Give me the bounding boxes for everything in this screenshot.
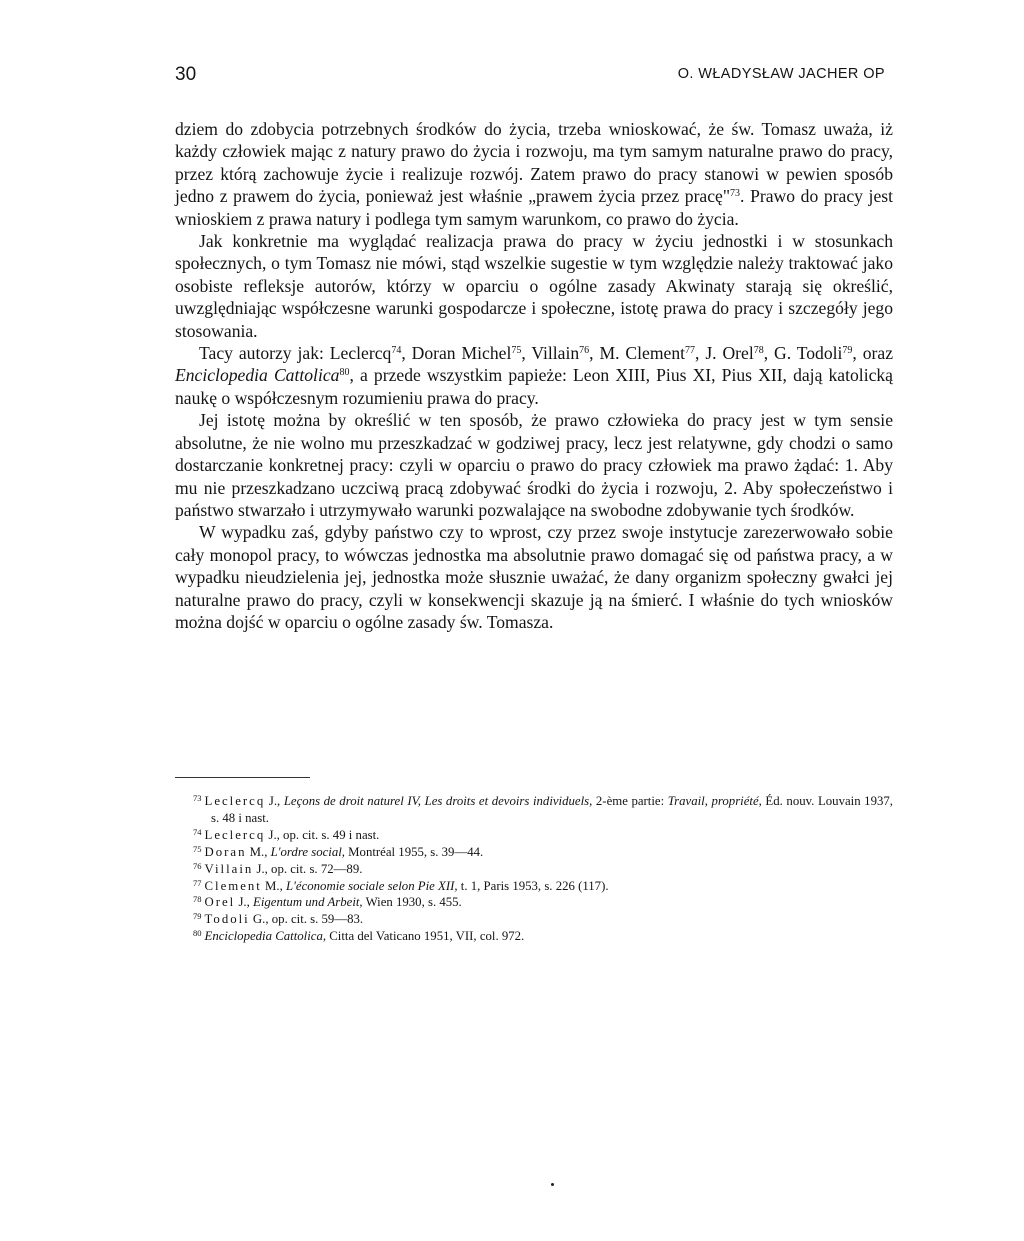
paragraph-1: dziem do zdobycia potrzebnych środków do życia, trzeba wnioskować, że św. Tomasz uważa, iż każdy człowiek mając z natury prawo do życia i rozwoju, ma tym samym naturalne prawo do pracy, przez którą zachowuje życie i realizuje rozwój. Zatem prawo do pracy stanowi w pewien sposób jedno z prawem do życia, ponieważ jest właśnie „prawem życia przez pracę"$^{73}$. Prawo do pracy jest wnioskiem z prawa natury i podlega tym samym warunkom, co prawo do życia. [175,119,893,229]
footnote-ref-73: 73 [730,188,741,200]
page-number: 30 [175,64,197,85]
footnote-ref-74: 74 [391,345,402,357]
footnote-78: $^{78}$ Orel J., Eigentum und Arbeit, Wien 1930, s. 455. [193,894,462,910]
paragraph-2: Jak konkretnie ma wyglądać realizacja prawa do pracy w życiu jednostki i w stosunkach społecznych, o tym Tomasz nie mówi, stąd wszelkie sugestie w tym względzie należy traktować jako osobiste refleksje autorów, którzy w oparciu o ogólne zasady Akwinaty starają się określić, uwzględniając współczesne warunki gospodarcze i społeczne, istotę prawa do pracy i szczegóły jego stosowania. [175,231,893,341]
footnote-separator [175,777,310,778]
footnote-ref-79: 79 [842,345,853,357]
running-head: O. WŁADYSŁAW JACHER OP [677,66,885,82]
footnote-79: $^{79}$ Todoli G., op. cit. s. 59—83. [193,911,364,927]
paragraph-3: Tacy autorzy jak: Leclercq$^{74}$, Doran Michel$^{75}$, Villain$^{76}$, M. Clement$^{77}$, J. Orel$^{78}$, G. Todoli$^{79}$, oraz Enciclopedia Cattolica$^{80}$, a przede wszystkim papieże: Leon XIII, Pius XI, Pius XII, dają katolicką naukę o współczesnym rozumieniu prawa do pracy. [175,343,893,408]
footnote-ref-76: 76 [579,345,590,357]
paragraph-4: Jej istotę można by określić w ten sposób, że prawo człowieka do pracy jest w tym sensie absolutne, że nie wolno mu przeszkadzać w godziwej pracy, lecz jest relatywne, gdy chodzi o samo dostarczanie konkretnej pracy: czyli w oparciu o prawo do pracy człowiek ma prawo żądać: 1. Aby mu nie przeszkadzano uczciwą pracą zdobywać środki do życia i rozwoju, 2. Aby społeczeństwo i państwo stwarzało i utrzymywało warunki pozwalające na swobodne zdobywanie tych środków. [175,410,893,520]
page-header [175,64,885,90]
footnote-74: $^{74}$ Leclercq J., op. cit. s. 49 i nast. [193,826,380,842]
footnote-75: $^{75}$ Doran M., L'ordre social, Montréal 1955, s. 39—44. [193,843,484,859]
footnotes [193,793,893,945]
footnote-ref-75: 75 [511,345,522,357]
footnote-73: $^{73}$ Leclercq J., Leçons de droit naturel IV, Les droits et devoirs individuels, 2-ème partie: Travail, propriété, Éd. nouv. Louvain 1937, s. 48 i nast. [193,793,893,825]
footnote-77: $^{77}$ Clement M., L'économie sociale selon Pie XII, t. 1, Paris 1953, s. 226 (117). [193,877,609,893]
footnote-ref-80: 80 [339,367,350,379]
cited-title: Enciclopedia Cattolica [175,365,340,386]
paragraph-5: W wypadku zaś, gdyby państwo czy to wprost, czy przez swoje instytucje zarezerwowało sobie cały monopol pracy, to wówczas jednostka ma absolutnie prawo domagać się od państwa pracy, a w wypadku nieudzielenia jej, jednostka może słusznie uważać, że dany organizm społeczny gwałci jej naturalne prawo do pracy, czyli w konsekwencji skazuje ją na śmierć. I właśnie do tych wniosków można dojść w oparciu o ogólne zasady św. Tomasza. [175,522,893,632]
footnote-ref-77: 77 [685,345,696,357]
print-speck [551,1183,554,1186]
footnote-80: $^{80}$ Enciclopedia Cattolica, Citta del Vaticano 1951, VII, col. 972. [193,928,525,944]
main-text [175,118,893,633]
footnote-76: $^{76}$ Villain J., op. cit. s. 72—89. [193,860,363,876]
footnote-ref-78: 78 [753,345,764,357]
